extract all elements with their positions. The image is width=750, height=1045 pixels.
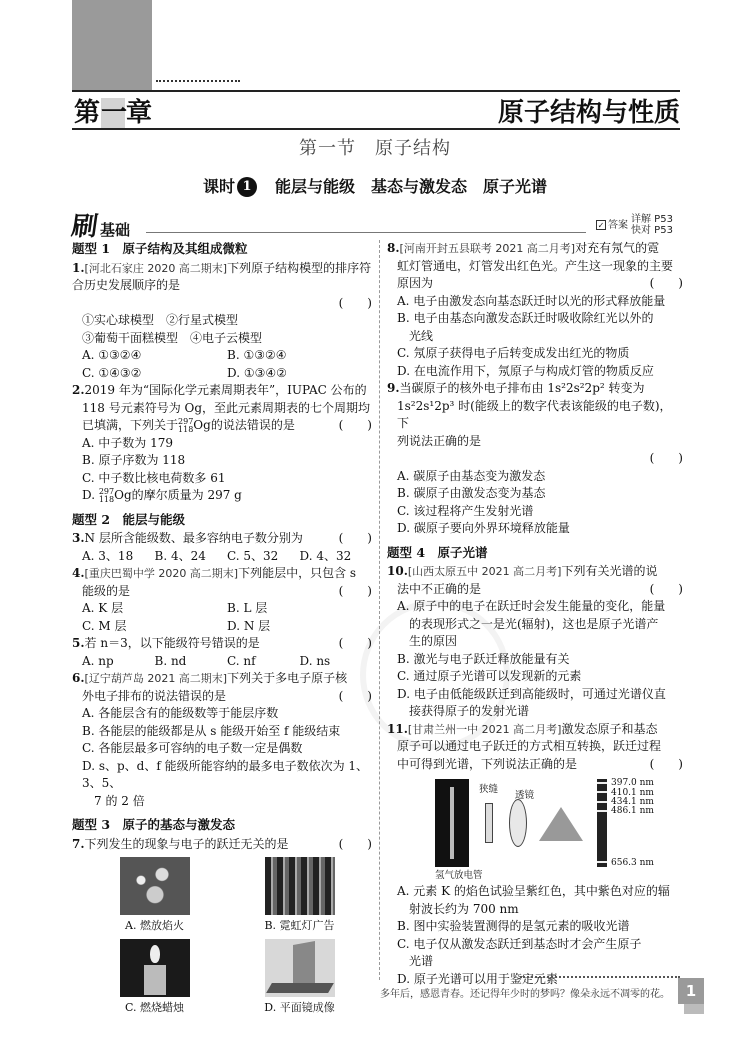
chapter-label: 第一章 xyxy=(74,98,153,128)
option[interactable]: C. nf xyxy=(227,653,256,668)
page-number: 1 xyxy=(678,978,704,1004)
spectrum-screen xyxy=(597,779,607,867)
option[interactable]: B. L 层 xyxy=(227,601,268,615)
option[interactable]: C. 中子数比核电荷数多 61 xyxy=(82,470,226,485)
tube-label: 氢气放电管 xyxy=(435,870,483,881)
option[interactable]: A. 元素 K 的焰色试验呈紫红色，其中紫色对应的辐 xyxy=(397,884,670,898)
option-fireworks[interactable]: A. 燃放焰火 xyxy=(95,857,215,935)
option[interactable]: C. 氖原子获得电子后转变成发出红光的物质 xyxy=(397,346,630,360)
left-column xyxy=(72,240,372,1016)
question-1: 1.[河北石家庄 2020 高二期末]下列原子结构模型的排序符合历史发展顺序的是 ( ) ①实心球模型 ②行星式模型 ③葡萄干面糕模型 ④电子云模型 A. ①③②④ B. ①③②④ C. ①④③② D. ①③④② xyxy=(72,260,372,383)
decorative-dots xyxy=(156,80,240,82)
option-mirror[interactable]: D. 平面镜成像 xyxy=(240,939,360,1017)
fireworks-photo xyxy=(120,857,190,915)
lens xyxy=(509,799,527,847)
question-4: 4.[重庆巴蜀中学 2020 高二期末]下列能层中，只包含 s 能级的是 ( ) A. K 层 B. L 层 C. M 层 D. N 层 xyxy=(72,565,372,635)
option[interactable]: B. 各能层的能级都是从 s 能级开始至 f 能级结束 xyxy=(82,723,341,738)
wavelength-label: 410.1 nm xyxy=(611,788,654,798)
column-divider xyxy=(379,240,380,980)
type-heading: 题型 1 原子结构及其组成微粒 xyxy=(72,241,248,256)
option-candle[interactable]: C. 燃烧蜡烛 xyxy=(95,939,215,1017)
question-10: 10.[山西太原五中 2021 高二月考]下列有关光谱的说 法中不正确的是 ( ) A. 原子中的电子在跃迁时会发生能量的变化，能量 的表现形式之一是光(辐射)，这也是原子光谱产 生的原因 B. 激光与电子跃迁释放能量有关 C. 通过原子光谱可以发现新的元素 D. 电子由低能级跃迁到高能级时，可通过光谱仪直 接获得原子的发射光谱 xyxy=(387,564,683,718)
option[interactable]: A. K 层 xyxy=(82,601,124,615)
section-title: 第一节 原子结构 xyxy=(299,138,451,159)
type-heading: 题型 3 原子的基态与激发态 xyxy=(72,817,236,832)
option[interactable]: C. ①④③② xyxy=(82,365,142,380)
lesson-number-badge: 1 xyxy=(237,177,257,197)
question-5: 5.若 n＝3，以下能级符号错误的是 ( ) A. np B. nd C. nf D. ns xyxy=(72,635,372,670)
question-6: 6.[辽宁葫芦岛 2021 高二期末]下列关于多电子原子核 外电子排布的说法错误的是 ( ) A. 各能层含有的能级数等于能层序数 B. 各能层的能级都是从 s 能级开始至 f 能级结束 C. 各能层最多可容纳的电子数一定是偶数 D. s、p、d、f 能级所能容纳的最多电子数依次为 1、3、5、 7 的 2 倍 xyxy=(72,671,372,808)
slit xyxy=(485,803,493,843)
option[interactable]: B. 碳原子由激发态变为基态 xyxy=(397,486,546,500)
wavelength-label: 397.0 nm xyxy=(611,778,654,788)
wavelength-label: 434.1 nm xyxy=(611,797,654,807)
candle-photo xyxy=(120,939,190,997)
question-8: 8.[河南开封五县联考 2021 高二月考]对充有氖气的霓 虹灯管通电，灯管发出红色光。产生这一现象的主要 原因为 ( ) A. 电子由激发态向基态跃迁时以光的形式释放能量 B. 电子由基态向激发态跃迁时吸收除红光以外的 光线 C. 氖原子获得电子后转变成发出红光的物质 D. 在电流作用下，氖原子与构成灯管的物质反应 xyxy=(387,240,683,380)
type-heading: 题型 4 原子光谱 xyxy=(387,544,488,560)
chapter-rule xyxy=(72,128,680,130)
wavelength-label: 656.3 nm xyxy=(611,858,654,868)
option[interactable]: D. N 层 xyxy=(227,618,271,633)
option[interactable]: D. 4、32 xyxy=(299,548,352,563)
lens-label: 透镜 xyxy=(515,790,535,801)
page-number-shadow xyxy=(684,1004,704,1014)
option[interactable]: D. 电子由低能级跃迁到高能级时，可通过光谱仪直 xyxy=(397,686,666,701)
footer-motto: 多年后，感恩青春。还记得年少时的梦吗？像朵永远不凋零的花。 xyxy=(380,989,670,1000)
option[interactable]: B. 电子由基态向激发态跃迁时吸收除红光以外的 xyxy=(397,311,654,325)
right-column xyxy=(387,240,683,988)
answer-reference: ✓ 答案 详解 P53 快对 P53 xyxy=(597,214,673,236)
mirror-photo xyxy=(265,939,335,997)
option[interactable]: A. ①③②④ xyxy=(82,348,142,362)
option[interactable]: D. 原子光谱可以用于鉴定元素 xyxy=(397,971,558,986)
slit-label: 狭缝 xyxy=(479,784,499,795)
option[interactable]: D. ns xyxy=(299,653,331,668)
corner-gray-block xyxy=(72,0,152,92)
neon-sign-photo xyxy=(265,857,335,915)
option[interactable]: B. 4、24 xyxy=(154,548,206,563)
prism xyxy=(539,807,583,841)
option[interactable]: A. 碳原子由基态变为激发态 xyxy=(397,468,546,483)
option[interactable]: D. 碳原子要向外界环境释放能量 xyxy=(397,521,570,535)
option[interactable]: A. 电子由激发态向基态跃迁时以光的形式释放能量 xyxy=(397,293,666,308)
option[interactable]: B. nd xyxy=(154,653,187,668)
hydrogen-spectrum-figure xyxy=(435,777,665,879)
option[interactable]: A. np xyxy=(82,653,114,668)
option[interactable]: D. s、p、d、f 能级所能容纳的最多电子数依次为 1、3、5、 xyxy=(82,758,369,790)
option[interactable]: A. 3、18 xyxy=(82,548,134,563)
question-11: 11.[甘肃兰州一中 2021 高二月考]激发态原子和基态 原子可以通过电子跃迁的方式相互转换，跃迁过程 中可得到光谱，下列说法正确的是 ( ) 狭缝 透镜 氢气放电管 397.0 nm 410.1 nm 434.1 nm 486.1 nm 656.3 nm A. 元素 K 的焰色试验呈紫红色，其中紫色对应的辐 射波长约为 700 nm B. 图中实验装置测得的是氢元素的吸收光谱 C. 电子仅从激发态跃迁到基态时才会产生原子 光谱 D. 原子光谱可以用于鉴定元素 xyxy=(387,721,683,989)
option[interactable]: D. 297 118 Og的摩尔质量为 297 g xyxy=(82,486,242,504)
lesson-title: 课时 1 能层与能级 基态与激发态 原子光谱 xyxy=(202,177,548,196)
option[interactable]: C. 各能层最多可容纳的电子数一定是偶数 xyxy=(82,741,303,755)
question-7: 7.下列发生的现象与电子的跃迁无关的是 ( ) A. 燃放焰火 B. 霓虹灯广告 C. 燃烧蜡烛 D. 平面镜成像 xyxy=(72,836,372,1017)
question-9: 9.当碳原子的核外电子排布由 1s²2s²2p² 转变为 1s²2s¹2p³ 时(能级上的数字代表该能级的电子数)，下 列说法正确的是 ( ) A. 碳原子由基态变为激发态 B. 碳原子由激发态变为基态 C. 该过程将产生发射光谱 D. 碳原子要向外界环境释放能量 xyxy=(387,380,683,538)
option[interactable]: C. 该过程将产生发射光谱 xyxy=(397,503,534,518)
option[interactable]: B. 原子序数为 118 xyxy=(82,453,186,467)
chapter-number-box: 一 xyxy=(101,98,128,128)
discharge-tube xyxy=(435,779,469,867)
type-heading: 题型 2 能层与能级 xyxy=(72,511,186,527)
option[interactable]: A. 原子中的电子在跃迁时会发生能量的变化，能量 xyxy=(397,599,666,613)
option[interactable]: C. M 层 xyxy=(82,618,127,633)
brush-basics-banner: 刷基础 xyxy=(69,212,131,242)
check-icon: ✓ xyxy=(597,221,605,230)
banner-rule xyxy=(146,232,586,233)
option[interactable]: B. 激光与电子跃迁释放能量有关 xyxy=(397,651,570,666)
option[interactable]: B. 图中实验装置测得的是氢元素的吸收光谱 xyxy=(397,919,630,933)
chapter-title: 原子结构与性质 xyxy=(497,98,680,128)
option[interactable]: C. 通过原子光谱可以发现新的元素 xyxy=(397,669,582,683)
option[interactable]: A. 中子数为 179 xyxy=(82,435,174,450)
option[interactable]: C. 电子仅从激发态跃迁到基态时才会产生原子 xyxy=(397,936,642,951)
footer-dots xyxy=(520,976,680,978)
question-2: 2.2019 年为“国际化学元素周期表年”，IUPAC 公布的 118 号元素符号为 Og，至此元素周期表的七个周期均 已填满，下列关于 297 118 Og的说法错误的是 ( ) A. 中子数为 179 B. 原子序数为 118 C. 中子数比核电荷数多 61 D. 297 118 Og的摩尔质量为 297 g xyxy=(72,383,372,504)
option[interactable]: C. 5、32 xyxy=(227,548,279,563)
option[interactable]: D. ①③④② xyxy=(227,365,287,380)
question-3: 3.N 层所含能级数、最多容纳电子数分别为 ( ) A. 3、18 B. 4、24 C. 5、32 D. 4、32 xyxy=(72,530,372,565)
option[interactable]: D. 在电流作用下，氖原子与构成灯管的物质反应 xyxy=(397,363,654,378)
wavelength-label: 486.1 nm xyxy=(611,806,654,816)
option[interactable]: A. 各能层含有的能级数等于能层序数 xyxy=(82,706,279,720)
option-neon[interactable]: B. 霓虹灯广告 xyxy=(240,857,360,935)
option[interactable]: B. ①③②④ xyxy=(227,348,287,362)
